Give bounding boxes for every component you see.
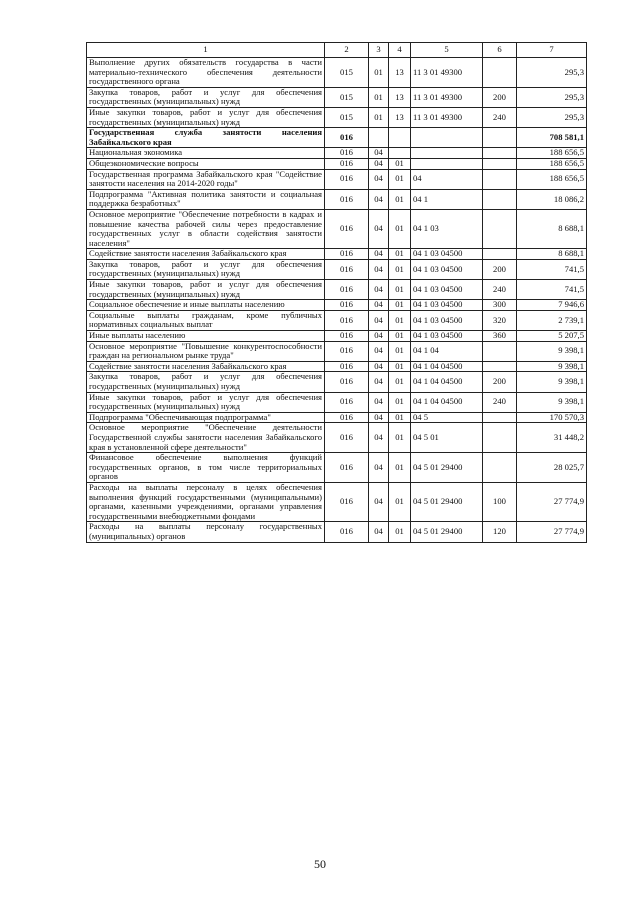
target-article-code: 04 1 03 — [411, 209, 483, 248]
section-code: 04 — [369, 412, 389, 423]
section-code: 04 — [369, 158, 389, 169]
expense-type-code — [483, 453, 517, 483]
target-article-code: 04 5 01 29400 — [411, 522, 483, 542]
target-article-code: 04 5 01 — [411, 423, 483, 453]
section-code: 01 — [369, 107, 389, 127]
expense-type-code: 300 — [483, 300, 517, 311]
target-article-code: 04 1 04 04500 — [411, 361, 483, 372]
subsection-code: 01 — [389, 372, 411, 392]
table-row — [87, 280, 587, 300]
row-name: Иные закупки товаров, работ и услуг для обеспечения государственных (муниципальных) нужд — [87, 392, 325, 412]
target-article-code: 04 1 03 04500 — [411, 249, 483, 260]
admin-code: 016 — [325, 392, 369, 412]
subsection-code: 01 — [389, 169, 411, 189]
row-name: Закупка товаров, работ и услуг для обеспечения государственных (муниципальных) нужд — [87, 372, 325, 392]
section-code: 04 — [369, 341, 389, 361]
admin-code: 016 — [325, 522, 369, 542]
expense-type-code — [483, 58, 517, 88]
amount: 295,3 — [517, 58, 587, 88]
admin-code: 016 — [325, 423, 369, 453]
row-name: Выполнение других обязательств государства в части материально-технического обеспечения деятельности государственного органа — [87, 58, 325, 88]
admin-code: 016 — [325, 189, 369, 209]
amount: 708 581,1 — [517, 128, 587, 148]
subsection-code — [389, 148, 411, 159]
admin-code: 016 — [325, 361, 369, 372]
subsection-code: 13 — [389, 107, 411, 127]
subsection-code: 01 — [389, 249, 411, 260]
table-row — [87, 522, 587, 542]
subsection-code: 01 — [389, 423, 411, 453]
subsection-code: 01 — [389, 300, 411, 311]
section-code: 04 — [369, 249, 389, 260]
subsection-code: 01 — [389, 280, 411, 300]
amount: 31 448,2 — [517, 423, 587, 453]
row-name: Иные выплаты населению — [87, 331, 325, 342]
header-row — [87, 43, 587, 58]
section-code: 04 — [369, 331, 389, 342]
expense-type-code: 200 — [483, 87, 517, 107]
target-article-code: 04 1 03 04500 — [411, 331, 483, 342]
expense-type-code — [483, 158, 517, 169]
admin-code: 016 — [325, 158, 369, 169]
subsection-code — [389, 128, 411, 148]
amount: 5 207,5 — [517, 331, 587, 342]
subsection-code: 01 — [389, 189, 411, 209]
expense-type-code: 240 — [483, 107, 517, 127]
page-number: 50 — [314, 857, 326, 871]
subsection-code: 01 — [389, 453, 411, 483]
target-article-code: 04 1 04 — [411, 341, 483, 361]
table-row — [87, 107, 587, 127]
row-name: Расходы на выплаты персоналу в целях обеспечения выполнения функций государственными (муниципальными) органами, казенными учреждениями, органами управления государственными внебюджетными фондами — [87, 482, 325, 521]
section-code: 04 — [369, 310, 389, 330]
row-name: Общеэкономические вопросы — [87, 158, 325, 169]
expense-type-code — [483, 169, 517, 189]
header-col-5: 5 — [411, 43, 483, 58]
admin-code: 016 — [325, 280, 369, 300]
amount: 8 688,1 — [517, 209, 587, 248]
row-name: Расходы на выплаты персоналу государственных (муниципальных) органов — [87, 522, 325, 542]
amount: 9 398,1 — [517, 341, 587, 361]
admin-code: 016 — [325, 341, 369, 361]
subsection-code: 01 — [389, 361, 411, 372]
expense-type-code: 100 — [483, 482, 517, 521]
amount: 7 946,6 — [517, 300, 587, 311]
amount: 188 656,5 — [517, 158, 587, 169]
row-name: Социальные выплаты гражданам, кроме публичных нормативных социальных выплат — [87, 310, 325, 330]
expense-type-code — [483, 148, 517, 159]
section-code: 04 — [369, 522, 389, 542]
table-row — [87, 259, 587, 279]
target-article-code: 04 — [411, 169, 483, 189]
table-row — [87, 158, 587, 169]
target-article-code: 04 1 03 04500 — [411, 280, 483, 300]
row-name: Основное мероприятие "Повышение конкурентоспособности граждан на региональном рынке труда" — [87, 341, 325, 361]
amount: 741,5 — [517, 280, 587, 300]
target-article-code: 04 5 01 29400 — [411, 482, 483, 521]
admin-code: 016 — [325, 331, 369, 342]
section-code: 04 — [369, 209, 389, 248]
table-row — [87, 310, 587, 330]
target-article-code: 04 1 03 04500 — [411, 300, 483, 311]
row-name: Иные закупки товаров, работ и услуг для обеспечения государственных (муниципальных) нужд — [87, 280, 325, 300]
section-code: 04 — [369, 361, 389, 372]
header-col-6: 6 — [483, 43, 517, 58]
target-article-code: 11 3 01 49300 — [411, 58, 483, 88]
header-col-3: 3 — [369, 43, 389, 58]
expense-type-code — [483, 249, 517, 260]
admin-code: 015 — [325, 58, 369, 88]
expense-type-code: 360 — [483, 331, 517, 342]
table-row — [87, 58, 587, 88]
subsection-code: 01 — [389, 259, 411, 279]
subsection-code: 01 — [389, 158, 411, 169]
expense-type-code — [483, 361, 517, 372]
target-article-code: 11 3 01 49300 — [411, 107, 483, 127]
row-name: Подпрограмма "Активная политика занятости и социальная поддержка безработных" — [87, 189, 325, 209]
admin-code: 016 — [325, 412, 369, 423]
table-row — [87, 361, 587, 372]
admin-code: 016 — [325, 310, 369, 330]
section-code: 04 — [369, 169, 389, 189]
amount: 9 398,1 — [517, 361, 587, 372]
target-article-code: 04 1 03 04500 — [411, 310, 483, 330]
table-row — [87, 372, 587, 392]
amount: 9 398,1 — [517, 392, 587, 412]
admin-code: 016 — [325, 169, 369, 189]
section-code: 04 — [369, 372, 389, 392]
expense-type-code: 200 — [483, 372, 517, 392]
header-col-7: 7 — [517, 43, 587, 58]
admin-code: 016 — [325, 148, 369, 159]
target-article-code: 04 1 03 04500 — [411, 259, 483, 279]
header-col-1: 1 — [87, 43, 325, 58]
amount: 28 025,7 — [517, 453, 587, 483]
budget-table — [86, 42, 587, 543]
target-article-code: 04 5 01 29400 — [411, 453, 483, 483]
subsection-code: 01 — [389, 341, 411, 361]
amount: 295,3 — [517, 107, 587, 127]
row-name: Закупка товаров, работ и услуг для обеспечения государственных (муниципальных) нужд — [87, 259, 325, 279]
expense-type-code — [483, 423, 517, 453]
subsection-code: 13 — [389, 87, 411, 107]
amount: 27 774,9 — [517, 522, 587, 542]
section-code: 04 — [369, 189, 389, 209]
table-row — [87, 189, 587, 209]
admin-code: 015 — [325, 87, 369, 107]
section-code: 04 — [369, 453, 389, 483]
subsection-code: 01 — [389, 310, 411, 330]
amount: 295,3 — [517, 87, 587, 107]
header-col-4: 4 — [389, 43, 411, 58]
table-row — [87, 341, 587, 361]
table-row — [87, 128, 587, 148]
row-name: Содействие занятости населения Забайкальского края — [87, 249, 325, 260]
expense-type-code — [483, 128, 517, 148]
row-name: Государственная программа Забайкальского края "Содействие занятости населения на 2014-2020 годы" — [87, 169, 325, 189]
section-code: 04 — [369, 259, 389, 279]
target-article-code — [411, 148, 483, 159]
expense-type-code — [483, 412, 517, 423]
section-code — [369, 128, 389, 148]
row-name: Содействие занятости населения Забайкальского края — [87, 361, 325, 372]
budget-page — [86, 42, 586, 543]
amount: 188 656,5 — [517, 148, 587, 159]
admin-code: 016 — [325, 128, 369, 148]
target-article-code: 04 1 04 04500 — [411, 392, 483, 412]
subsection-code: 01 — [389, 482, 411, 521]
admin-code: 016 — [325, 372, 369, 392]
table-row — [87, 169, 587, 189]
expense-type-code: 240 — [483, 280, 517, 300]
subsection-code: 13 — [389, 58, 411, 88]
amount: 18 086,2 — [517, 189, 587, 209]
amount: 9 398,1 — [517, 372, 587, 392]
row-name: Основное мероприятие "Обеспечение потребности в кадрах и повышение качества рабочей силы через предоставление государственных услуг в области содействия занятости населения" — [87, 209, 325, 248]
section-code: 04 — [369, 482, 389, 521]
expense-type-code: 240 — [483, 392, 517, 412]
table-row — [87, 482, 587, 521]
target-article-code: 11 3 01 49300 — [411, 87, 483, 107]
table-row — [87, 392, 587, 412]
target-article-code — [411, 158, 483, 169]
section-code: 04 — [369, 148, 389, 159]
subsection-code: 01 — [389, 522, 411, 542]
amount: 2 739,1 — [517, 310, 587, 330]
subsection-code: 01 — [389, 331, 411, 342]
row-name: Государственная служба занятости населения Забайкальского края — [87, 128, 325, 148]
amount: 170 570,3 — [517, 412, 587, 423]
table-row — [87, 249, 587, 260]
row-name: Основное мероприятие "Обеспечение деятельности Государственной службы занятости населения Забайкальского края в установленной сфере деятельности" — [87, 423, 325, 453]
table-row — [87, 412, 587, 423]
amount: 188 656,5 — [517, 169, 587, 189]
header-col-2: 2 — [325, 43, 369, 58]
subsection-code: 01 — [389, 392, 411, 412]
table-row — [87, 300, 587, 311]
admin-code: 016 — [325, 482, 369, 521]
admin-code: 016 — [325, 300, 369, 311]
row-name: Национальная экономика — [87, 148, 325, 159]
admin-code: 016 — [325, 453, 369, 483]
table-row — [87, 87, 587, 107]
admin-code: 016 — [325, 209, 369, 248]
expense-type-code — [483, 189, 517, 209]
amount: 741,5 — [517, 259, 587, 279]
table-row — [87, 209, 587, 248]
subsection-code: 01 — [389, 209, 411, 248]
admin-code: 016 — [325, 259, 369, 279]
admin-code: 015 — [325, 107, 369, 127]
amount: 8 688,1 — [517, 249, 587, 260]
section-code: 04 — [369, 392, 389, 412]
expense-type-code — [483, 209, 517, 248]
subsection-code: 01 — [389, 412, 411, 423]
row-name: Подпрограмма "Обеспечивающая подпрограмма" — [87, 412, 325, 423]
expense-type-code: 120 — [483, 522, 517, 542]
section-code: 04 — [369, 280, 389, 300]
table-row — [87, 453, 587, 483]
expense-type-code: 320 — [483, 310, 517, 330]
table-row — [87, 148, 587, 159]
row-name: Иные закупки товаров, работ и услуг для обеспечения государственных (муниципальных) нужд — [87, 107, 325, 127]
section-code: 01 — [369, 87, 389, 107]
target-article-code: 04 1 — [411, 189, 483, 209]
section-code: 04 — [369, 423, 389, 453]
target-article-code: 04 1 04 04500 — [411, 372, 483, 392]
target-article-code — [411, 128, 483, 148]
row-name: Финансовое обеспечение выполнения функций государственных органов, в том числе территориальных органов — [87, 453, 325, 483]
amount: 27 774,9 — [517, 482, 587, 521]
table-row — [87, 331, 587, 342]
target-article-code: 04 5 — [411, 412, 483, 423]
row-name: Закупка товаров, работ и услуг для обеспечения государственных (муниципальных) нужд — [87, 87, 325, 107]
table-row — [87, 423, 587, 453]
expense-type-code — [483, 341, 517, 361]
admin-code: 016 — [325, 249, 369, 260]
section-code: 04 — [369, 300, 389, 311]
section-code: 01 — [369, 58, 389, 88]
expense-type-code: 200 — [483, 259, 517, 279]
row-name: Социальное обеспечение и иные выплаты населению — [87, 300, 325, 311]
